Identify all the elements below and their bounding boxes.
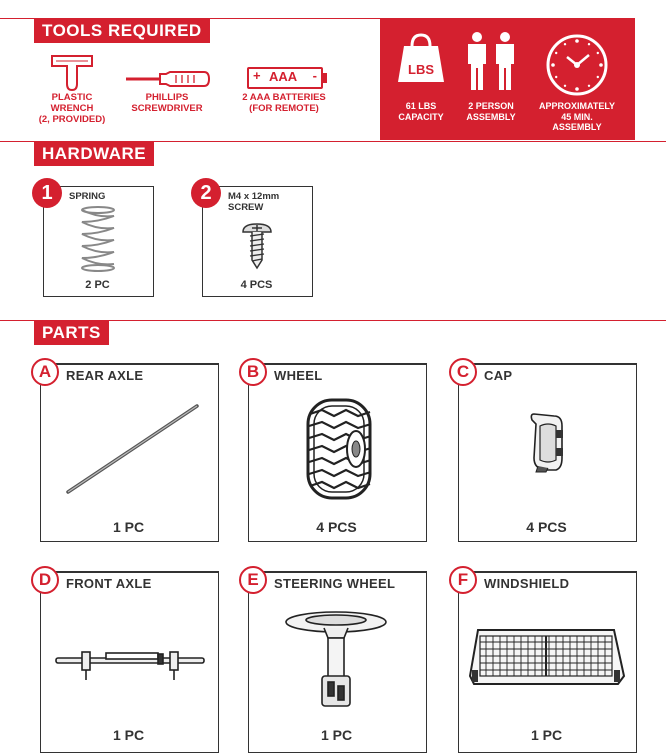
hardware-count-spring: 2 PC	[85, 279, 110, 291]
part-count-windshield: 1 PC	[530, 727, 563, 743]
part-letter-d: D	[31, 566, 59, 594]
hardware-number-1: 1	[32, 178, 62, 208]
part-count-wheel: 4 PCS	[316, 519, 357, 535]
info-label-time: APPROXIMATELY 45 MIN. ASSEMBLY	[538, 101, 615, 132]
steering-wheel-icon	[284, 608, 388, 712]
parts-section-title: PARTS	[34, 321, 109, 345]
battery-text: AAA	[269, 69, 298, 84]
screwdriver-icon	[124, 70, 210, 88]
battery-terminal	[323, 73, 327, 83]
cap-icon	[526, 410, 566, 474]
part-letter-c: C	[449, 358, 477, 386]
part-name-rear-axle: REAR AXLE	[66, 368, 144, 383]
screw-icon	[240, 222, 274, 270]
wrench-icon	[50, 52, 94, 92]
part-name-windshield: WINDSHIELD	[484, 576, 570, 591]
battery-icon	[247, 67, 323, 89]
hardware-name-screw: M4 x 12mm SCREW	[228, 191, 280, 213]
part-letter-b: B	[239, 358, 267, 386]
info-label-capacity: 61 LBS CAPACITY	[398, 101, 444, 122]
front-axle-icon	[54, 640, 206, 684]
hardware-number-2: 2	[191, 178, 221, 208]
part-count-rear-axle: 1 PC	[112, 519, 145, 535]
windshield-icon	[468, 626, 628, 688]
hardware-section-title: HARDWARE	[34, 142, 154, 166]
part-name-steering-wheel: STEERING WHEEL	[274, 576, 396, 591]
part-count-front-axle: 1 PC	[112, 727, 145, 743]
part-name-wheel: WHEEL	[274, 368, 323, 383]
part-letter-a: A	[31, 358, 59, 386]
hardware-count-screw: 4 PCS	[240, 279, 273, 291]
part-count-cap: 4 PCS	[526, 519, 567, 535]
part-name-cap: CAP	[484, 368, 513, 383]
hardware-name-spring: SPRING	[69, 191, 106, 202]
info-panel	[380, 18, 635, 140]
tools-section-title: TOOLS REQUIRED	[34, 19, 210, 43]
spring-icon	[78, 206, 118, 274]
two-person-icon	[463, 32, 519, 92]
tool-label-screwdriver: PHILLIPS SCREWDRIVER	[131, 92, 203, 114]
part-name-front-axle: FRONT AXLE	[66, 576, 152, 591]
weight-icon-text: LBS	[408, 62, 434, 77]
part-letter-f: F	[449, 566, 477, 594]
tool-label-battery: 2 AAA BATTERIES (FOR REMOTE)	[242, 92, 326, 114]
info-label-assembly: 2 PERSON ASSEMBLY	[466, 101, 516, 122]
part-count-steering-wheel: 1 PC	[320, 727, 353, 743]
rear-axle-icon	[60, 400, 205, 500]
battery-plus: +	[253, 68, 261, 83]
clock-icon	[545, 33, 609, 97]
battery-minus: -	[312, 68, 317, 83]
part-letter-e: E	[239, 566, 267, 594]
wheel-icon	[304, 398, 376, 500]
tool-label-wrench: PLASTIC WRENCH (2, PROVIDED)	[38, 92, 106, 125]
